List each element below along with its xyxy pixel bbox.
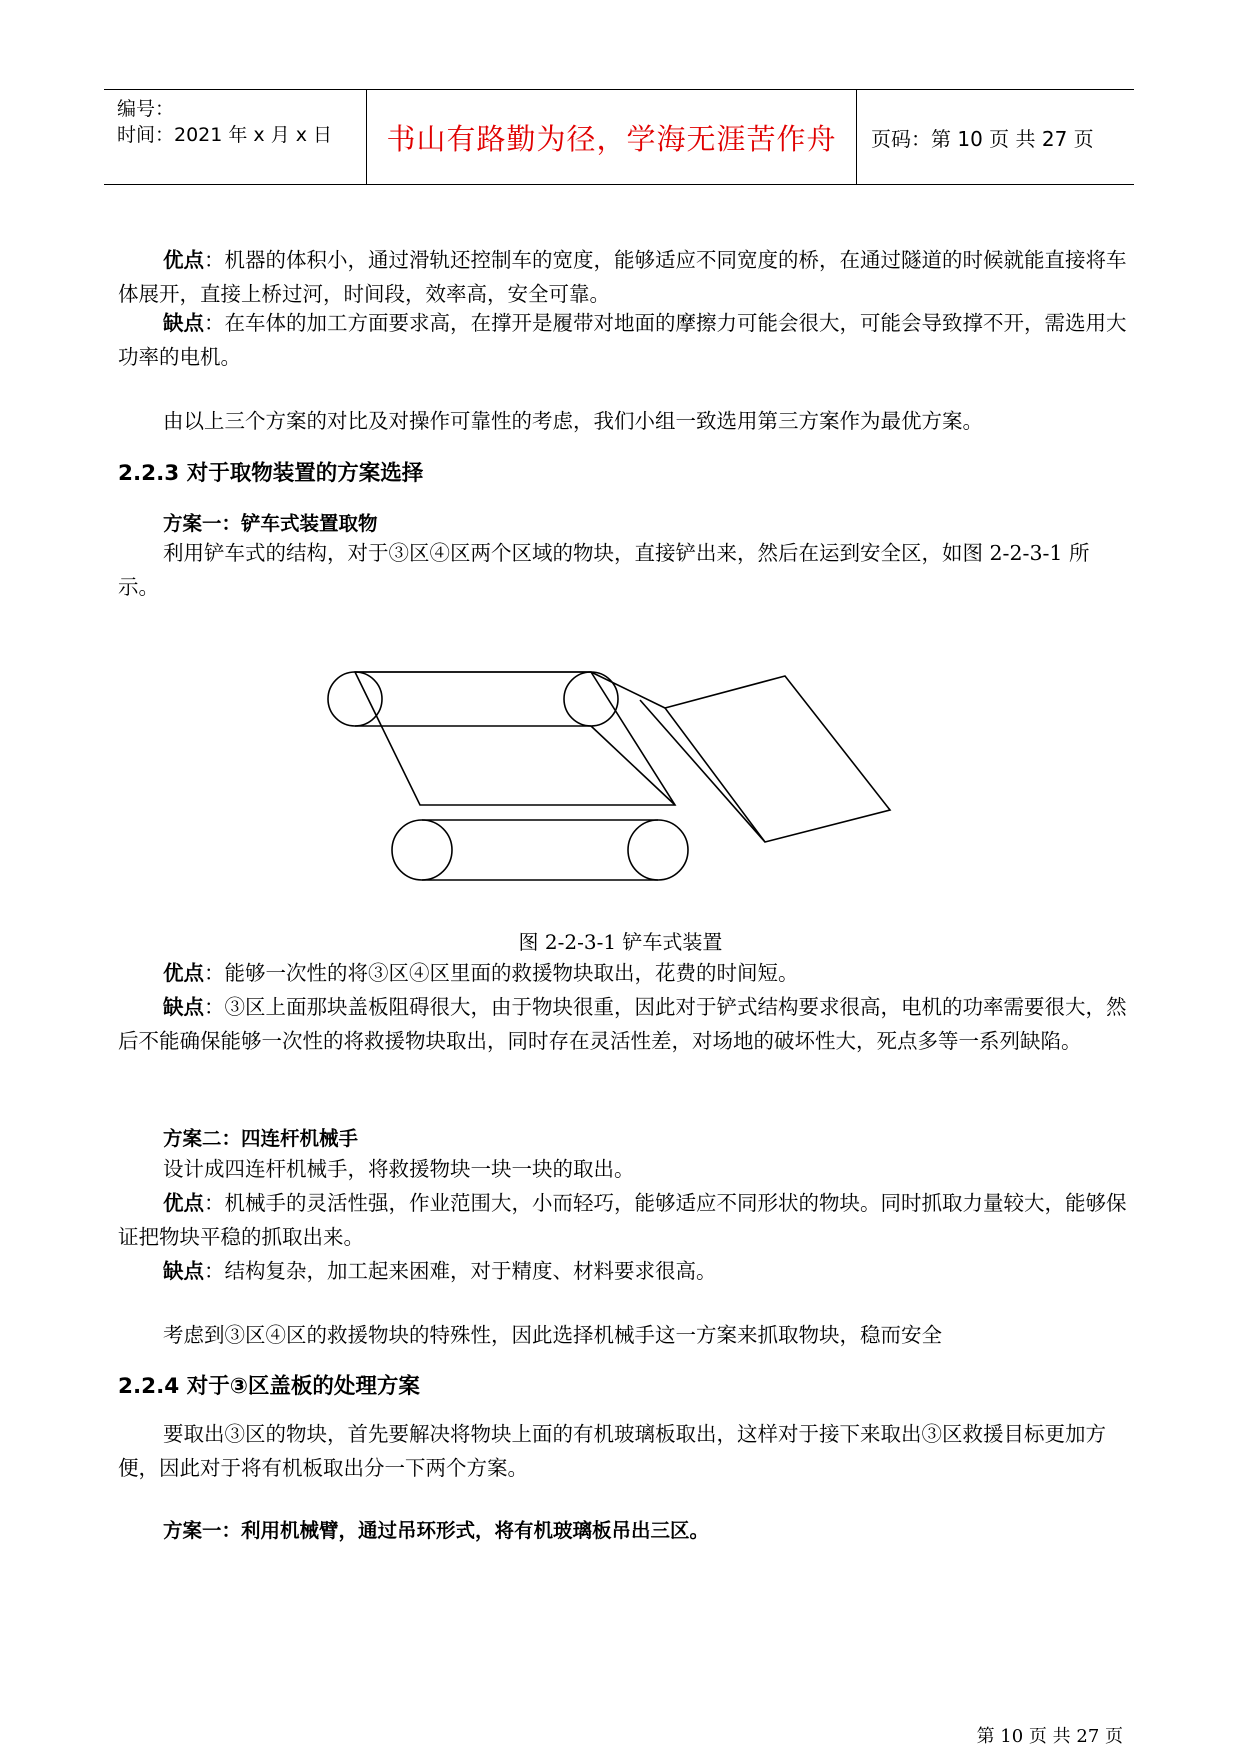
header-page-info: 页码：第 10 页 共 27 页 <box>871 126 1094 151</box>
advantage-label: 优点 <box>163 1191 204 1215</box>
advantage-text: ：能够一次性的将③区④区里面的救援物块取出，花费的时间短。 <box>204 961 799 985</box>
advantage-text: ：机械手的灵活性强，作业范围大，小而轻巧，能够适应不同形状的物块。同时抓取力量较大，能够保证把物块平稳的抓取出来。 <box>118 1191 1127 1249</box>
shovel-body-outline <box>355 672 675 805</box>
disadvantage-label: 缺点 <box>163 1259 204 1283</box>
figure-caption: 图 2-2-3-1 铲车式装置 <box>518 930 723 954</box>
paragraph-plan2-advantages <box>118 1186 1128 1254</box>
paragraph-plan1-advantages <box>118 956 1128 990</box>
advantage-label: 优点 <box>163 961 204 985</box>
paragraph-plan2-disadvantages <box>118 1254 1128 1288</box>
document-time-label: 时间：2021 年 x 月 x 日 <box>117 124 333 146</box>
plan2-title: 方案二：四连杆机械手 <box>163 1127 359 1150</box>
paragraph-plan1-disadvantages <box>118 990 1128 1058</box>
disadvantage-text: ：③区上面那块盖板阻碍很大，由于物块很重，因此对于铲式结构要求很高，电机的功率需要很大，然后不能确保能够一次性的将救援物块取出，同时存在灵活性差，对场地的破坏性大，死点多等一系列缺陷。 <box>118 995 1127 1053</box>
section-heading-2-2-3: 2.2.3 对于取物装置的方案选择 <box>118 461 424 486</box>
shovel-bucket <box>665 676 890 842</box>
paragraph-conclusion-2: 考虑到③区④区的救援物块的特殊性，因此选择机械手这一方案来抓取物块，稳而安全 <box>163 1323 942 1347</box>
disadvantage-label: 缺点 <box>163 995 204 1019</box>
section-heading-2-2-4: 2.2.4 对于③区盖板的处理方案 <box>118 1374 420 1399</box>
advantage-label: 优点 <box>163 248 204 272</box>
plan1-description: 利用铲车式的结构，对于③区④区两个区域的物块，直接铲出来，然后在运到安全区，如图 2-2-3-1 所示。 <box>118 541 1090 599</box>
track-wheel-bottom-left <box>392 820 452 880</box>
track-wheel-top-left <box>328 672 382 726</box>
paragraph-cover-description: 要取出③区的物块，首先要解决将物块上面的有机玻璃板取出，这样对于接下来取出③区救援目标更加方便，因此对于将有机板取出分一下两个方案。 <box>118 1422 1106 1480</box>
plan1-title: 方案一：铲车式装置取物 <box>163 512 378 535</box>
plan2-description: 设计成四连杆机械手，将救援物块一块一块的取出。 <box>163 1157 635 1181</box>
disadvantage-text: ：结构复杂，加工起来困难，对于精度、材料要求很高。 <box>204 1259 717 1283</box>
cover-plan1-title: 方案一：利用机械臂，通过吊环形式，将有机玻璃板吊出三区。 <box>163 1519 710 1542</box>
advantage-text: ：机器的体积小，通过滑轨还控制车的宽度，能够适应不同宽度的桥，在通过隧道的时候就能直接将车体展开，直接上桥过河，时间段，效率高，安全可靠。 <box>118 248 1127 306</box>
disadvantage-text: ：在车体的加工方面要求高，在撑开是履带对地面的摩擦力可能会很大，可能会导致撑不开，需选用大功率的电机。 <box>118 311 1127 369</box>
paragraph-conclusion-1: 由以上三个方案的对比及对操作可靠性的考虑，我们小组一致选用第三方案作为最优方案。 <box>163 409 983 433</box>
document-number-label: 编号： <box>117 98 175 120</box>
disadvantage-label: 缺点 <box>163 311 204 335</box>
page-footer: 第 10 页 共 27 页 <box>976 1726 1123 1747</box>
track-wheel-bottom-right <box>628 820 688 880</box>
header-motto: 书山有路勤为径，学海无涯苦作舟 <box>386 121 837 156</box>
track-wheel-top-right <box>564 672 618 726</box>
